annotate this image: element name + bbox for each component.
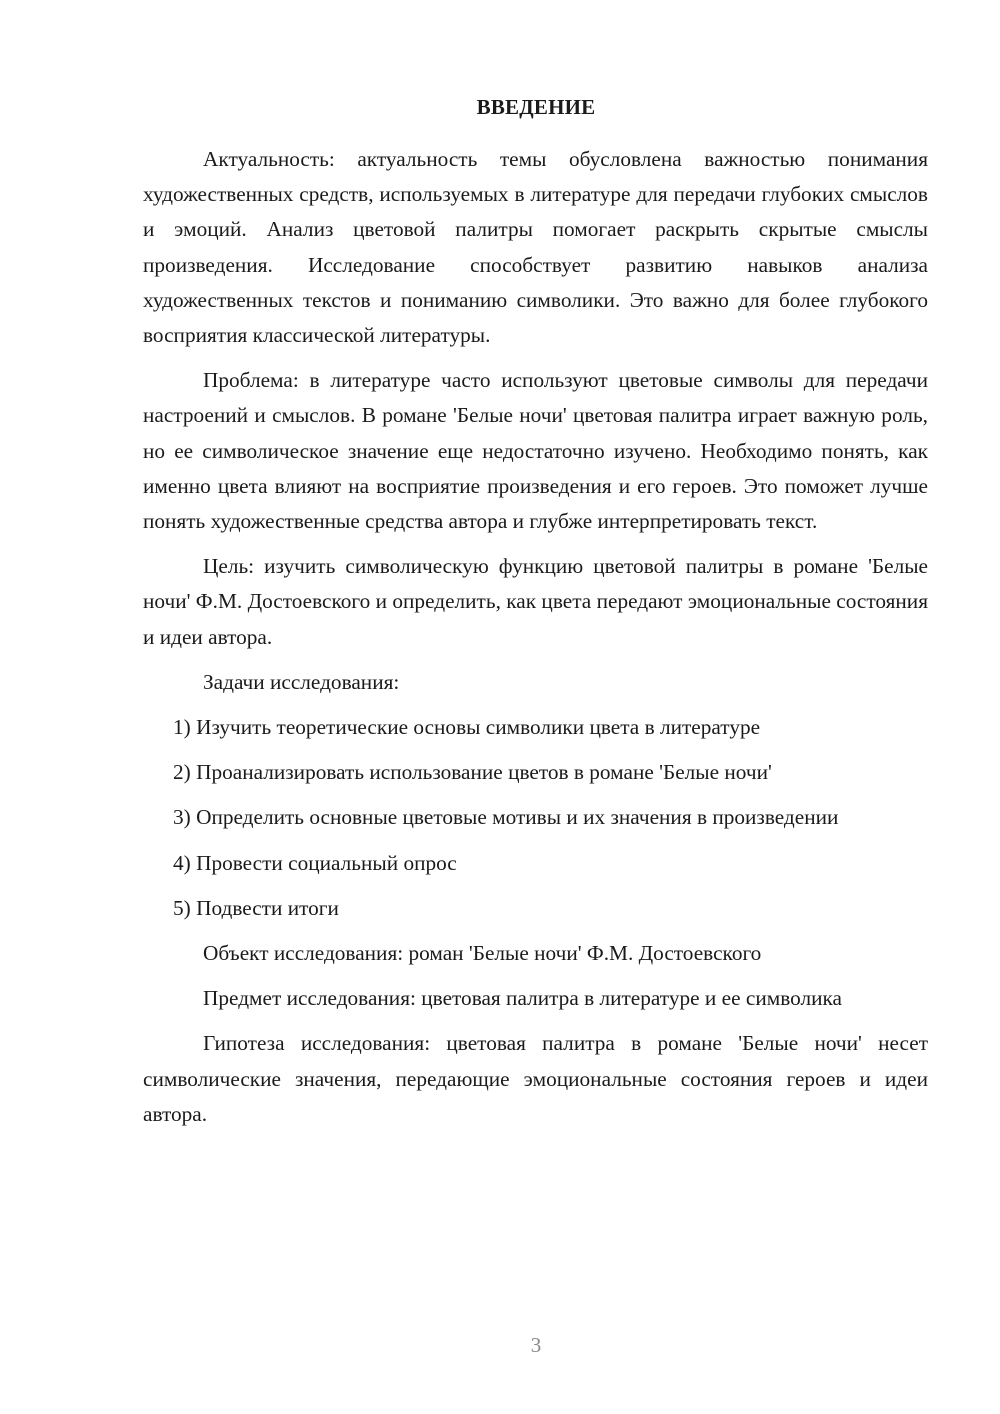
task-item-2: 2) Проанализировать использование цветов в романе 'Белые ночи' (173, 760, 772, 785)
page-number: 3 (530, 1333, 542, 1357)
paragraph-subject: Предмет исследования: цветовая палитра в литературе и ее символика (203, 986, 842, 1011)
paragraph-hypothesis: Гипотеза исследования: цветовая палитра в романе 'Белые ночи' несет символические значения, передающие эмоциональные состояния героев и идеи автора. (143, 1031, 928, 1126)
paragraph-goal: Цель: изучить символическую функцию цветовой палитры в романе 'Белые ночи' Ф.М. Достоевского и определить, как цвета передают эмоциональные состояния и идеи автора. (143, 554, 928, 649)
paragraph-object: Объект исследования: роман 'Белые ночи' Ф.М. Достоевского (203, 941, 762, 966)
body-text (143, 142, 928, 1142)
task-item-4: 4) Провести социальный опрос (173, 850, 457, 875)
section-title: ВВЕДЕНИЕ (476, 95, 596, 119)
paragraph-tasks-heading: Задачи исследования: (203, 669, 400, 694)
task-item-5: 5) Подвести итоги (173, 895, 339, 920)
paragraph-relevance: Актуальность: актуальность темы обусловлена важностью понимания художественных средств, используемых в литературе для передачи глубоких смыслов и эмоций. Анализ цветовой палитры помогает раскрыть скрытые смыслы произведения. Исследование способствует развитию навыков анализа художественных текстов и пониманию символики. Это важно для более глубокого восприятия классической литературы. (143, 147, 928, 348)
paragraph-problem: Проблема: в литературе часто используют цветовые символы для передачи настроений и смыслов. В романе 'Белые ночи' цветовая палитра играет важную роль, но ее символическое значение еще недостаточно изучено. Необходимо понять, как именно цвета влияют на восприятие произведения и его героев. Это поможет лучше понять художественные средства автора и глубже интерпретировать текст. (143, 368, 928, 534)
task-item-3: 3) Определить основные цветовые мотивы и их значения в произведении (173, 805, 839, 830)
task-item-1: 1) Изучить теоретические основы символики цвета в литературе (173, 715, 761, 740)
